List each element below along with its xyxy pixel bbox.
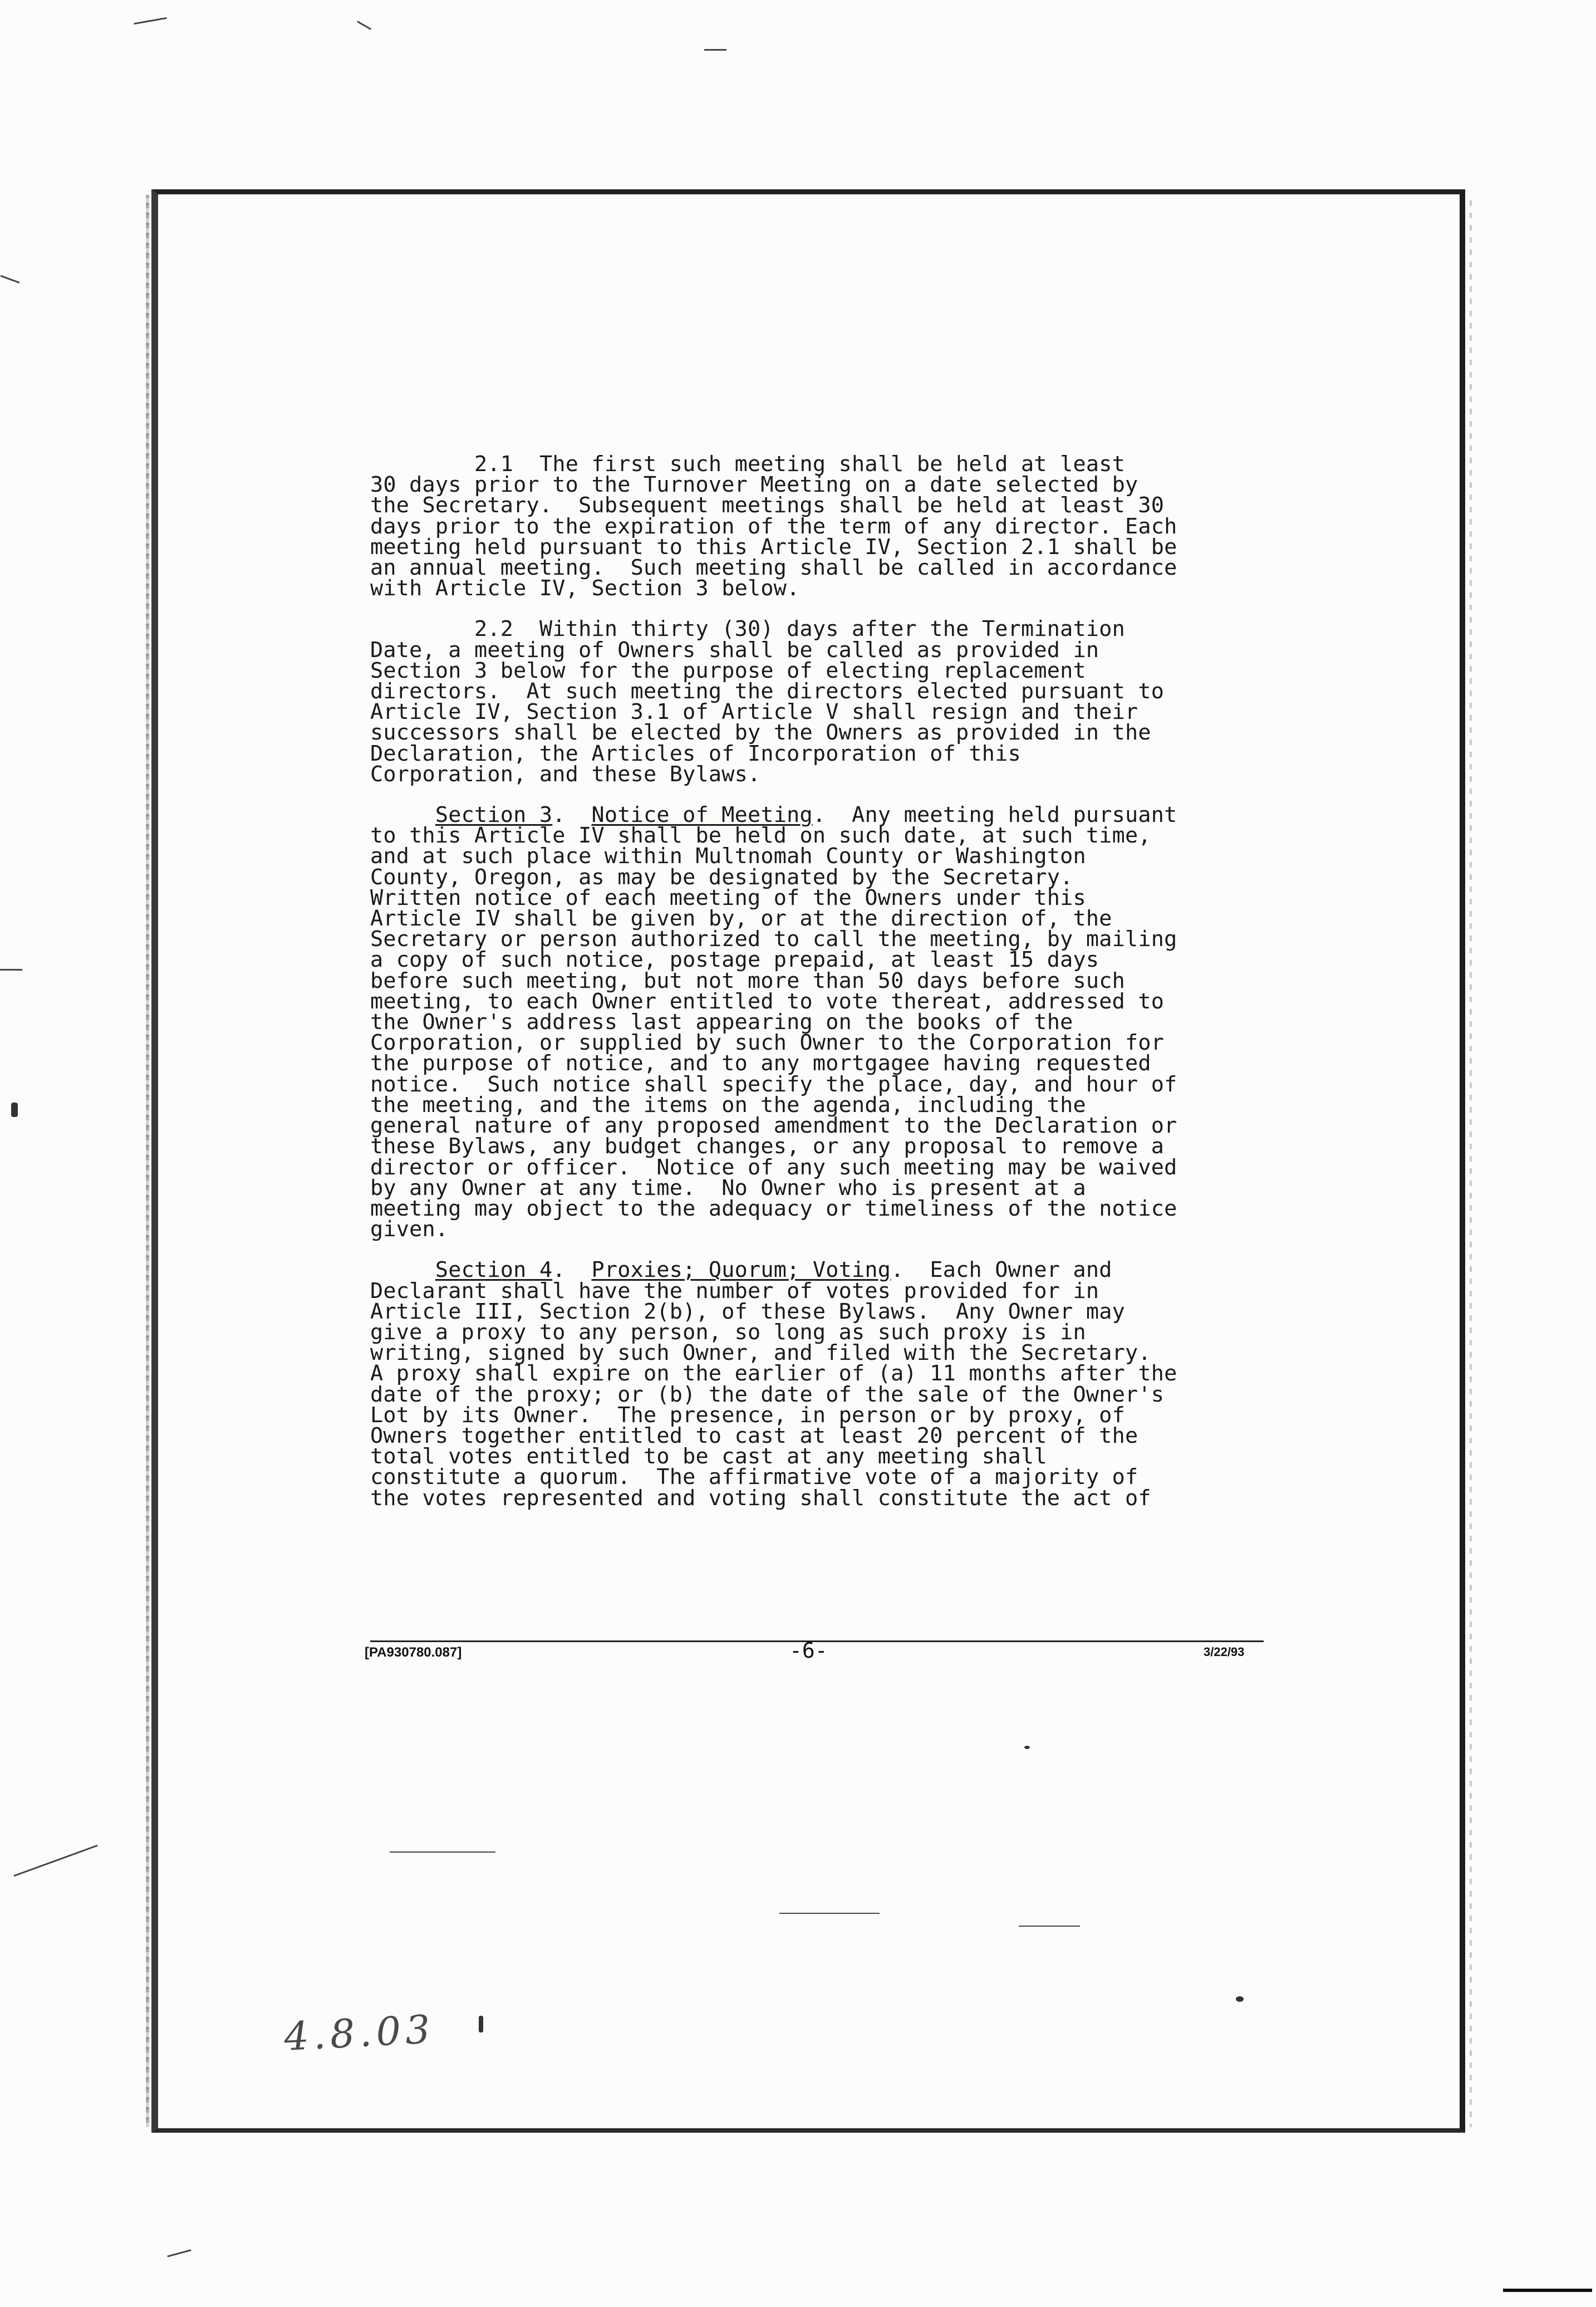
scan-speck (479, 2016, 483, 2032)
paragraph-2-2-first-line: 2.2 Within thirty (30) days after the Termination (370, 616, 1125, 642)
footer-page-number: -6- (789, 1638, 828, 1663)
section-4-title: Proxies; Quorum; Voting (591, 1257, 891, 1283)
footer-doc-id: [PA930780.087] (365, 1645, 462, 1660)
scan-mark (167, 2249, 191, 2257)
section-3-lead: Any meeting held pursuant (826, 802, 1177, 828)
section-3-title: Notice of Meeting (591, 802, 813, 828)
scan-border-shadow-right (1470, 200, 1472, 2127)
section-4-text: Declarant shall have the number of votes provided for in Article III, Section 2(b), of these Bylaws. Any Owner may give a proxy to any person, so long as such proxy is in writing, signed by such Owner, and filed with the Secretary. A proxy shall expire on the earlier of (a) 11 months after the date of the proxy; or (b) the date of the sale of the Owner's Lot by its Owner. The presence, in person or by proxy, of Owners together entitled to cast at least 20 percent of the total votes entitled to be cast at any meeting shall constitute a quorum. The affirmative vote of a majority of the votes represented and voting shall constitute the act of (370, 1278, 1177, 1511)
paragraph-2-1 (370, 454, 1283, 599)
scan-mark (13, 1845, 97, 1877)
document-body (370, 454, 1283, 1529)
section-4-heading: Section 4 (435, 1257, 553, 1283)
scan-mark (357, 21, 371, 30)
section-4-lead: Each Owner and (903, 1257, 1112, 1283)
paragraph-2-1-text: 30 days prior to the Turnover Meeting on a date selected by the Secretary. Subsequent meetings shall be held at least 30 days prior to the expiration of the term of any director. Each meeting held pursuant to this Article IV, Section 2.1 shall be an annual meeting. Such meeting shall be called in accordance with Article IV, Section 3 below. (370, 472, 1177, 601)
scan-mark (134, 17, 167, 25)
paragraph-2-2 (370, 616, 1283, 787)
scan-mark (779, 1913, 880, 1914)
scan-mark (390, 1852, 495, 1853)
scan-speck (11, 1103, 18, 1117)
handwritten-date-annotation: 4.8.03 (283, 2006, 436, 2060)
scan-speck (1236, 1996, 1244, 2002)
scan-border-shadow-left (146, 195, 149, 2127)
scan-mark (1, 275, 20, 283)
section-3: Section 3. Notice of Meeting. Any meeting held pursuant to this Article IV shall be held on such date, at such time, and at such place within Multnomah County or Washington County, Oregon, as may be designated by the Secretary. Written notice of each meeting of the Owners under this Article IV shall be given by, or at the direction of, the Secretary or person authorized to call the meeting, by mailing a copy of such notice, postage prepaid, at least 15 days before such meeting, but not more than 50 days before such meeting, to each Owner entitled to vote thereat, addressed to the Owner's address last appearing on the books of the Corporation, or supplied by such Owner to the Corporation for the purpose of notice, and to any mortgagee having requested notice. Such notice shall specify the place, day, and hour of the meeting, and the items on the agenda, including the general nature of any proposed amendment to the Declaration or these Bylaws, any budget changes, or any proposal to remove a director or officer. Notice of any such meeting may be waived by any Owner at any time. No Owner who is present at a meeting may object to the adequacy or timeliness of the notice given. (370, 802, 1177, 1242)
paragraph-2-1-first-line: 2.1 The first such meeting shall be held at least (370, 452, 1125, 477)
scan-mark (0, 969, 22, 971)
scan-mark (704, 49, 726, 51)
paragraph-2-2-text: Date, a meeting of Owners shall be called as provided in Section 3 below for the purpose of electing replacement directors. At such meeting the directors elected pursuant to Article IV, Section 3.1 of Article V shall resign and their successors shall be elected by the Owners as provided in the Declaration, the Articles of Incorporation of this Corporation, and these Bylaws. (370, 637, 1165, 787)
section-3-text: to this Article IV shall be held on such date, at such time, and at such place within Multnomah County or Washington County, Oregon, as may be designated by the Secretary. Written notice of each meeting of the Owners under this Article IV shall be given by, or at the direction of, the Secretary or person authorized to call the meeting, by mailing a copy of such notice, postage prepaid, at least 15 days before such meeting, but not more than 50 days before such meeting, to each Owner entitled to vote thereat, addressed to the Owner's address last appearing on the books of the Corporation, or supplied by such Owner to the Corporation for the purpose of notice, and to any mortgagee having requested notice. Such notice shall specify the place, day, and hour of the meeting, and the items on the agenda, including the general nature of any proposed amendment to the Declaration or these Bylaws, any budget changes, or any proposal to remove a director or officer. Notice of any such meeting may be waived by any Owner at any time. No Owner who is present at a meeting may object to the adequacy or timeliness of the notice given. (370, 823, 1177, 1242)
section-4: Section 4. Proxies; Quorum; Voting. Each Owner and Declarant shall have the number of votes provided for in Article III, Section 2(b), of these Bylaws. Any Owner may give a proxy to any person, so long as such proxy is in writing, signed by such Owner, and filed with the Secretary. A proxy shall expire on the earlier of (a) 11 months after the date of the proxy; or (b) the date of the sale of the Owner's Lot by its Owner. The presence, in person or by proxy, of Owners together entitled to cast at least 20 percent of the total votes entitled to be cast at any meeting shall constitute a quorum. The affirmative vote of a majority of the votes represented and voting shall constitute the act of (370, 1257, 1177, 1511)
scan-speck (1024, 1746, 1030, 1749)
footer-date: 3/22/93 (1204, 1645, 1245, 1659)
scan-mark (1019, 1926, 1080, 1927)
scan-mark (1503, 2289, 1592, 2292)
section-3-heading: Section 3 (435, 802, 553, 828)
